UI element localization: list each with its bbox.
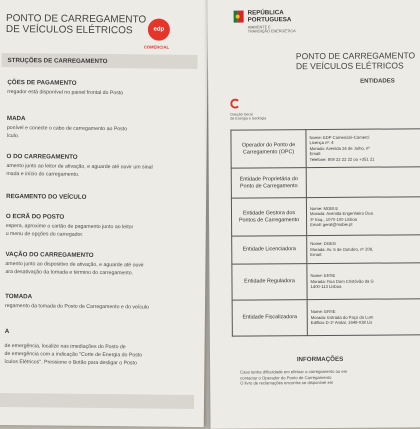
entity-label: Entidade Licenciadora	[232, 236, 307, 265]
portuguese-flag-icon	[234, 11, 244, 23]
section-heading: MADA	[6, 115, 26, 123]
entity-details	[307, 263, 420, 300]
section-text-line: ículo.	[6, 133, 20, 140]
info-line-2: contactar o Operador do Ponto de Carregamento	[240, 374, 332, 381]
left-title	[6, 13, 146, 36]
info-line-1: Caso tenha dificuldade em efetuar o carregamento ou em	[240, 368, 348, 375]
entity-details	[307, 299, 420, 336]
right-title	[296, 50, 415, 71]
entity-detail-line: Email:	[310, 252, 322, 258]
entities-table	[230, 128, 420, 336]
section-text-line: amento junto ao leitor de ativação, e aguarde até ouvir um sinal	[6, 163, 153, 171]
entity-detail-line	[310, 184, 420, 190]
entity-detail-line: Nome: DGEG	[310, 241, 337, 247]
edp-logo-subtitle: COMERCIAL	[143, 44, 170, 50]
left-title-line-1: PONTO DE CARREGAMENTO	[5, 13, 147, 26]
left-instruction-sheet	[0, 0, 208, 427]
table-row	[232, 299, 420, 336]
entity-detail-line: Telefone: 808 22 22 22 ou +351 21	[309, 156, 375, 162]
informacoes-heading: INFORMAÇÕES	[296, 355, 344, 364]
section-text-line: ículos Elétricos". Pressione o Botão para desligar o Posto	[4, 359, 137, 367]
right-title-line-1: PONTO DE CARREGAMENTO	[295, 50, 416, 62]
info-text	[240, 369, 347, 387]
entity-detail-line: Morada: Avenida Engenheiro Dua	[309, 210, 373, 217]
left-title-line-2: DE VEÍCULOS ELÉTRICOS	[5, 24, 133, 37]
section-text-line: ponível e conecte o cabo de carregamento ao Posto	[6, 125, 128, 133]
section-text-line: de emergência, localize nas imediações do Posto de	[4, 343, 126, 351]
section-text-line: mada e início do carregamento.	[6, 171, 80, 178]
section-heading: A	[4, 328, 10, 336]
entity-detail-line: Nome: ERSE	[310, 273, 336, 279]
entity-detail-line: Email:	[309, 151, 322, 157]
dgeg-line-1: Direção Geral	[230, 112, 253, 117]
table-row	[231, 129, 420, 168]
section-band	[0, 393, 194, 409]
entity-label: Operador do Ponto de Carregamento (OPC)	[231, 130, 306, 169]
dgeg-logo-text	[230, 112, 266, 121]
entity-detail-line: Nome: ERSE	[310, 309, 336, 315]
section-text-line: de emergência com a indicação "Corte de Energia do Posto	[4, 351, 143, 359]
entity-detail-line: Morada: Rua Dom Cristóvão da G	[310, 278, 374, 284]
entity-detail-line: Morada: Estrada do Paço do Lum	[310, 314, 374, 320]
republica-line-2: PORTUGUESA	[247, 15, 292, 24]
section-heading: STRUÇÕES DE CARREGAMENTO	[7, 57, 108, 66]
entity-detail-line: Morada: Av. 5 de Outubro, nº 208,	[310, 246, 374, 252]
section-text-line: rregador está disponível no painel frontal do Posto	[7, 89, 124, 97]
dgeg-logo-icon	[230, 99, 240, 109]
table-row	[231, 167, 420, 198]
republica-logo-text	[248, 10, 292, 23]
right-entities-sheet	[207, 0, 420, 429]
entity-detail-line: Email: geral@mobie.pt	[310, 221, 353, 227]
section-heading: TOMADA	[5, 293, 33, 301]
agency-text	[248, 25, 296, 34]
dgeg-line-2: de Energia e Geologia	[230, 116, 267, 121]
entity-detail-line: Nome: MOBI.E	[309, 205, 339, 211]
entity-details	[306, 129, 420, 168]
entity-detail-line: Nome: EDP Comercial–Comerci	[309, 134, 370, 141]
section-text-line: amento junto ao dispositivo de ativação, e aguarde até ouvir	[5, 261, 144, 269]
section-heading: VAÇÃO DO CARREGAMENTO	[5, 251, 94, 259]
entity-detail-line: Edifício D-1º Andar, 1649-038 Lis	[310, 319, 373, 326]
section-text-line: regamento da tomada do Posto de Carregamento e do veículo	[4, 303, 149, 311]
section-text-line: espera, aproxime o cartão de pagamento junto ao leitor	[5, 223, 134, 231]
agency-line-2: TRANSIÇÃO ENERGÉTICA	[247, 29, 296, 34]
section-heading: O ECRÃ DO POSTO	[5, 213, 65, 221]
entity-details	[306, 197, 420, 236]
right-title-line-2: DE VEÍCULOS ELÉTRICOS	[295, 60, 404, 72]
table-row	[232, 235, 420, 264]
entity-detail-line: 1400-113 Lisboa	[310, 284, 342, 290]
entity-detail-line: Licença nº: 4	[309, 140, 334, 146]
section-text-line: ara desativação da tomada e término do carregamento.	[5, 269, 134, 277]
info-line-3: O livro de reclamações encontra-se disponível em	[240, 380, 334, 386]
section-text-line: u menu de opções do carregador.	[5, 231, 84, 238]
entity-details	[306, 167, 420, 198]
entidades-heading: ENTIDADES	[360, 78, 395, 85]
entity-detail-line: 3º Esq., 1070-100 Lisboa	[310, 216, 358, 222]
table-row	[232, 263, 420, 300]
section-heading: O DO CARREGAMENTO	[6, 153, 78, 161]
agency-line-1: AMBIENTE E	[247, 25, 271, 30]
entity-label: Entidade Reguladora	[232, 264, 307, 301]
table-row	[231, 197, 420, 236]
entity-label: Entidade Proprietária do Ponto de Carregamento	[231, 168, 306, 199]
edp-logo: edp	[148, 18, 170, 40]
section-heading: ÇÕES DE PAGAMENTO	[7, 79, 77, 87]
republica-line-1: REPÚBLICA	[247, 9, 284, 17]
entity-detail-line: Morada: Avenida 24 de Julho, nº	[309, 145, 370, 151]
entity-label: Entidade Fiscalizadora	[232, 300, 307, 337]
section-heading: REGAMENTO DO VEÍCULO	[6, 193, 87, 201]
entity-details	[307, 235, 420, 264]
entity-label: Entidade Gestora dos Pontos de Carregamento	[231, 198, 306, 237]
